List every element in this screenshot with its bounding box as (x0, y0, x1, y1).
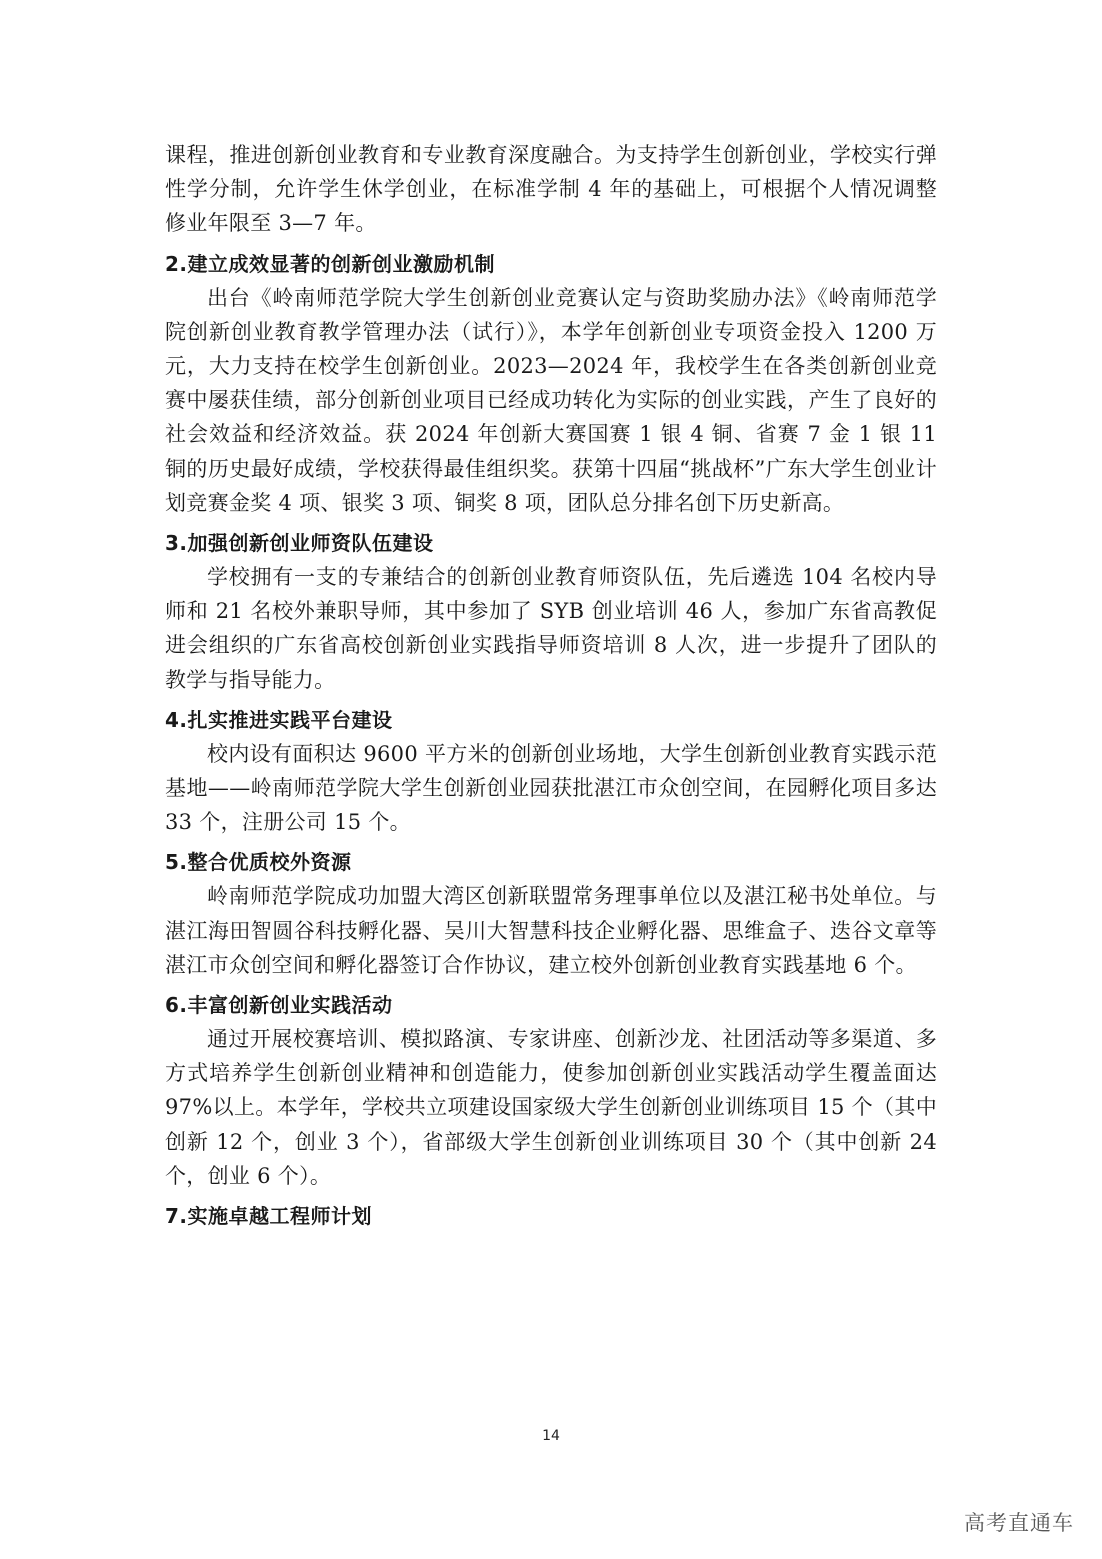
section-heading-5: 5.整合优质校外资源 (165, 850, 352, 875)
section-body-3: 学校拥有一支的专兼结合的创新创业教育师资队伍，先后遴选 104 名校内导师和 21 名校外兼职导师，其中参加了 SYB 创业培训 46 人，参加广东省高教促进会组织的广东省高校创新创业实践指导师资培训 8 人次，进一步提升了团队的教学与指导能力。 (165, 565, 937, 692)
section-heading-7: 7.实施卓越工程师计划 (165, 1204, 373, 1229)
section-body-4: 校内设有面积达 9600 平方米的创新创业场地，大学生创新创业教育实践示范基地——岭南师范学院大学生创新创业园获批湛江市众创空间，在园孵化项目多达 33 个，注册公司 15 个。 (165, 741, 937, 835)
section-body-6: 通过开展校赛培训、模拟路演、专家讲座、创新沙龙、社团活动等多渠道、多方式培养学生创新创业精神和创造能力，使参加创新创业实践活动学生覆盖面达 97%以上。本学年，学校共立项建设国家级大学生创新创业训练项目 15 个（其中创新 12 个，创业 3 个），省部级大学生创新创业训练项目 30 个（其中创新 24 个，创业 6 个）。 (165, 1027, 937, 1188)
section-heading-4: 4.扎实推进实践平台建设 (165, 707, 393, 732)
section-heading-6: 6.丰富创新创业实践活动 (165, 993, 393, 1018)
section-body-5: 岭南师范学院成功加盟大湾区创新联盟常务理事单位以及湛江秘书处单位。与湛江海田智圆谷科技孵化器、吴川大智慧科技企业孵化器、思维盒子、迭谷文章等湛江市众创空间和孵化器签订合作协议，建立校外创新创业教育实践基地 6 个。 (165, 884, 937, 977)
document-body (165, 138, 937, 1233)
intro-paragraph: 课程，推进创新创业教育和专业教育深度融合。为支持学生创新创业，学校实行弹性学分制，允许学生休学创业，在标准学制 4 年的基础上，可根据个人情况调整修业年限至 3—7 年。 (165, 143, 937, 236)
section-heading-3: 3.加强创新创业师资队伍建设 (165, 531, 434, 556)
section-body-2: 出台《岭南师范学院大学生创新创业竞赛认定与资助奖励办法》《岭南师范学院创新创业教育教学管理办法（试行）》，本学年创新创业专项资金投入 1200 万元，大力支持在校学生创新创业。2023—2024 年，我校学生在各类创新创业竞赛中屡获佳绩，部分创新创业项目已经成功转化为实际的创业实践，产生了良好的社会效益和经济效益。获 2024 年创新大赛国赛 1 银 4 铜、省赛 7 金 1 银 11 铜的历史最好成绩，学校获得最佳组织奖。获第十四届“挑战杯”广东大学生创业计划竞赛金奖 4 项、银奖 3 项、铜奖 8 项，团队总分排名创下历史新高。 (165, 285, 937, 515)
page-number: 14 (542, 1428, 560, 1444)
watermark: 高考直通车 (964, 1511, 1074, 1535)
section-heading-2: 2.建立成效显著的创新创业激励机制 (165, 251, 496, 276)
